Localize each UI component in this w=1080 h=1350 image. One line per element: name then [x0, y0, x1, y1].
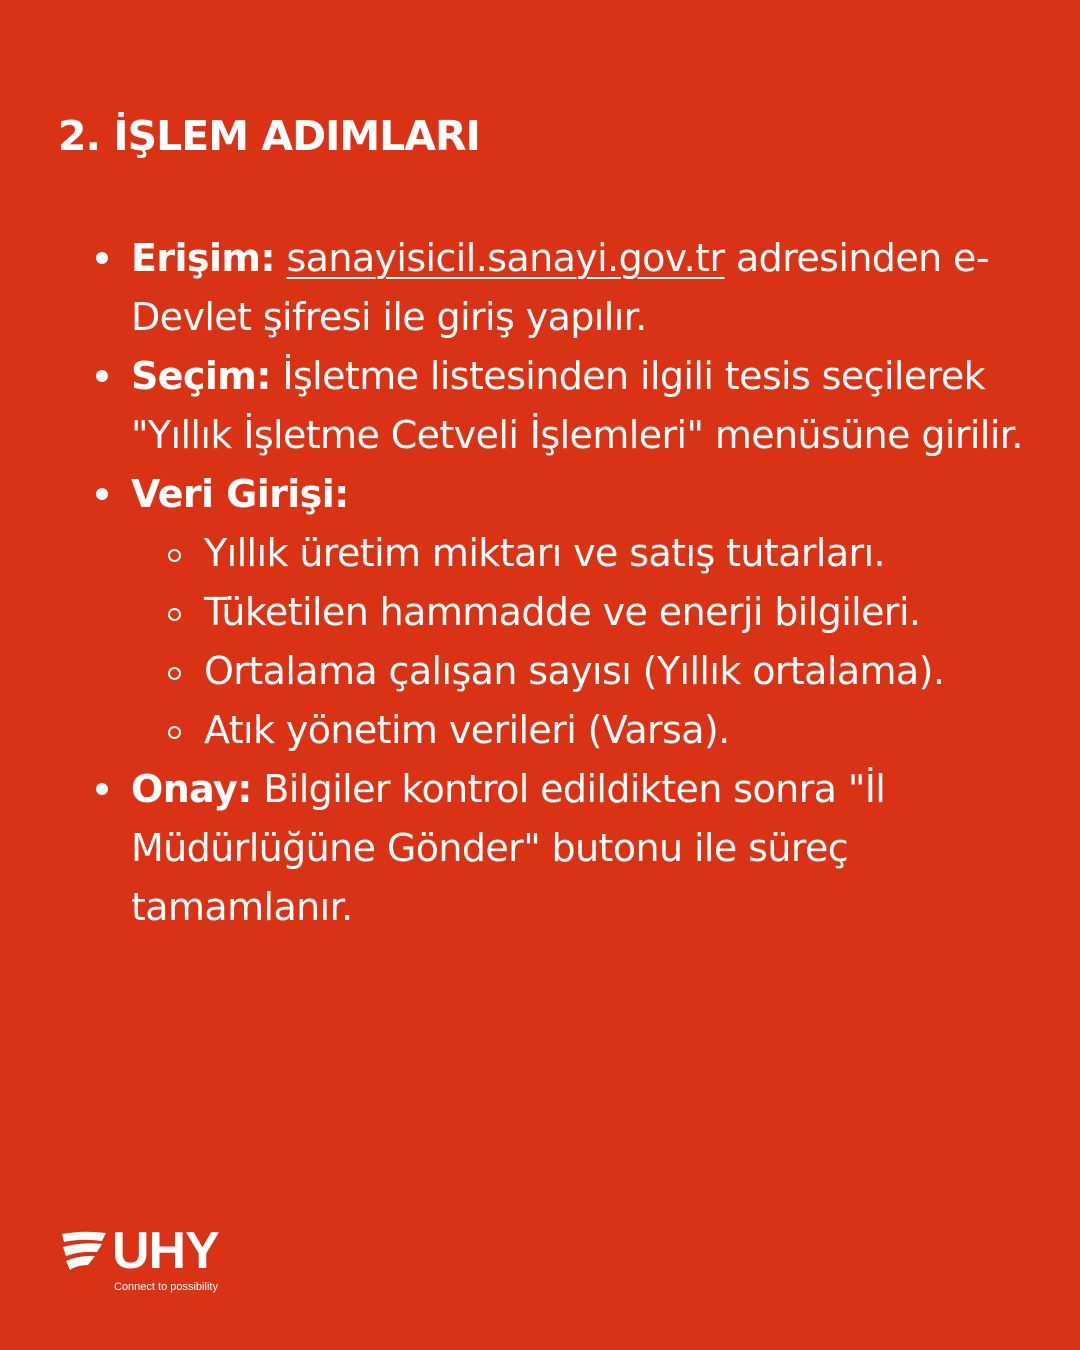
data-entry-sublist — [131, 524, 1060, 760]
uhy-swoosh-icon — [62, 1230, 108, 1276]
step-text: Bilgiler kontrol edildikten sonra "İl Müdürlüğüne Gönder" butonu ile süreç tamamlanır. — [131, 767, 886, 929]
logo-tagline: Connect to possibility — [114, 1281, 218, 1293]
sublist-item: Atık yönetim verileri (Varsa). — [131, 701, 1060, 760]
step-label: Seçim: — [131, 354, 271, 398]
steps-list — [0, 229, 1060, 937]
uhy-logo — [62, 1222, 262, 1298]
sublist-item: Ortalama çalışan sayısı (Yıllık ortalama). — [131, 642, 1060, 701]
step-text: adresinden e-Devlet şifresi ile giriş yapılır. — [131, 236, 989, 339]
list-item-selection — [0, 347, 1060, 465]
step-text: İşletme listesinden ilgili tesis seçilerek "Yıllık İşletme Cetveli İşlemleri" menüsüne girilir. — [131, 354, 1023, 457]
sublist-item: Tüketilen hammadde ve enerji bilgileri. — [131, 583, 1060, 642]
step-label: Onay: — [131, 767, 252, 811]
list-item-access — [0, 229, 1060, 347]
step-label: Erişim: — [131, 236, 275, 280]
logo-wordmark: UHY — [112, 1222, 219, 1280]
list-item-data-entry — [0, 465, 1060, 760]
list-item-approval — [0, 760, 1060, 937]
page-title: 2. İŞLEM ADIMLARI — [58, 112, 480, 160]
step-label: Veri Girişi: — [131, 472, 349, 516]
sublist-item: Yıllık üretim miktarı ve satış tutarları. — [131, 524, 1060, 583]
site-link[interactable]: sanayisicil.sanayi.gov.tr — [286, 236, 725, 280]
